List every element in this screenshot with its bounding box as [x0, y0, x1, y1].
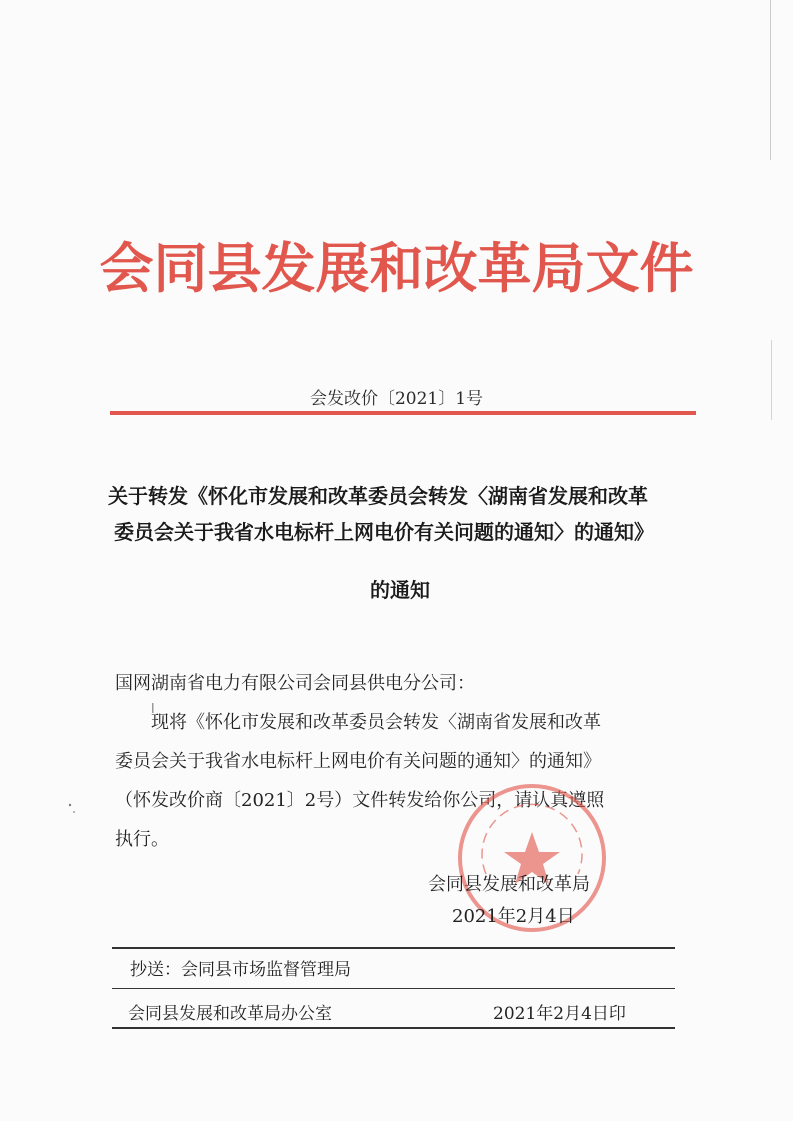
cc-line: 抄送：会同县市场监督管理局: [130, 960, 351, 980]
footer-rule-middle: [112, 988, 675, 989]
printing-office: 会同县发展和改革局办公室: [128, 1004, 332, 1024]
recipient-line: 国网湖南省电力有限公司会同县供电分公司：: [115, 673, 475, 694]
body-paragraph-line: 现将《怀化市发展和改革委员会转发〈湖南省发展和改革: [151, 712, 601, 733]
subject-line: 的通知: [370, 578, 430, 602]
body-paragraph-line: （怀发改价商〔2021〕2号）文件转发给你公司，请认真遵照: [115, 790, 605, 811]
scan-edge: [770, 0, 771, 160]
document-subject: [100, 478, 700, 608]
document-number: 会发改价〔2021〕1号: [309, 389, 484, 409]
body-paragraph-line: 执行。: [115, 829, 169, 850]
footer-rule-top: [112, 947, 675, 949]
issue-date: 2021年2月4日: [452, 906, 575, 927]
footer-rule-bottom: [112, 1027, 675, 1029]
subject-line: 关于转发《怀化市发展和改革委员会转发〈湖南省发展和改革: [108, 484, 648, 508]
scan-speck: [69, 804, 71, 806]
body-paragraph-line: 委员会关于我省水电标杆上网电价有关问题的通知〉的通知》: [115, 751, 601, 772]
issuer-signoff: 会同县发展和改革局: [428, 874, 590, 895]
header-red-rule: [110, 411, 696, 415]
document-body: [115, 664, 700, 859]
printed-date: 2021年2月4日印: [493, 1004, 626, 1024]
document-header-title: 会同县发展和改革局文件: [99, 236, 694, 300]
scan-speck: [73, 811, 75, 813]
subject-line: 委员会关于我省水电标杆上网电价有关问题的通知〉的通知》: [114, 520, 654, 544]
